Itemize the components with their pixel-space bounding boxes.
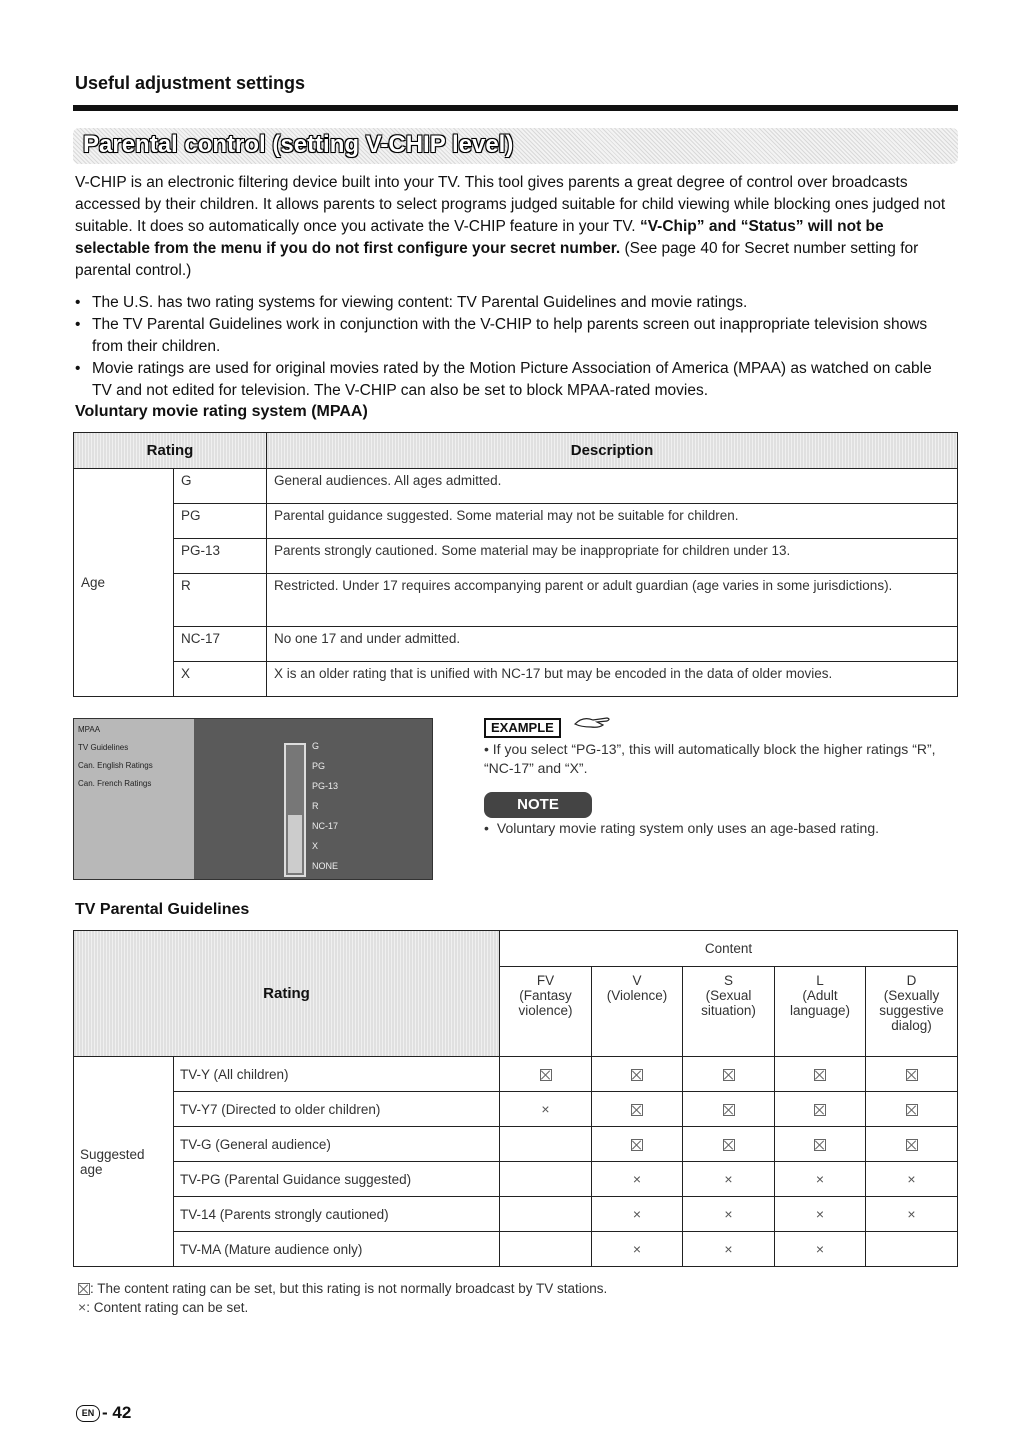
legend-box-line: : The content rating can be set, but this rating is not normally broadcast by TV stations.: [78, 1279, 607, 1298]
screen-menu-item: MPAA: [78, 725, 101, 734]
boxed-x-icon: [540, 1069, 552, 1081]
table-cell: TV-Y7 (Directed to older children): [174, 1092, 500, 1127]
tv-mark-cell: [592, 1057, 683, 1092]
table-cell: No one 17 and under admitted.: [267, 627, 958, 662]
mpaa-group-label: Age: [74, 469, 174, 697]
tv-mark-cell: [866, 1162, 958, 1197]
vchip-screenshot: [73, 718, 433, 880]
tv-mark-cell: [866, 1232, 958, 1267]
table-cell: PG: [174, 504, 267, 539]
table-cell: TV-Y (All children): [174, 1057, 500, 1092]
tv-mark-cell: [866, 1092, 958, 1127]
tv-mark-cell: [683, 1092, 775, 1127]
x-mark-icon: ×: [632, 1241, 642, 1257]
boxed-x-icon: [723, 1069, 735, 1081]
table-cell: X is an older rating that is unified with NC-17 but may be encoded in the data of older movies.: [267, 662, 958, 697]
x-mark-icon: ×: [724, 1171, 733, 1187]
note-text: • Voluntary movie rating system only uses an age-based rating.: [484, 820, 880, 836]
intro-see-page: (See page 40 for Secret number setting for parental control.): [75, 240, 919, 279]
x-mark-icon: ×: [632, 1171, 642, 1187]
table-cell: Parental guidance suggested. Some material may not be suitable for children.: [267, 504, 958, 539]
table-cell: Restricted. Under 17 requires accompanying parent or adult guardian (age varies in some jurisdictions).: [267, 574, 958, 627]
screen-rating-item: X: [312, 841, 319, 851]
tv-mark-cell: [683, 1232, 775, 1267]
screen-rating-item: G: [312, 741, 320, 751]
mpaa-header-rating: Rating: [74, 433, 267, 469]
boxed-x-icon: [814, 1104, 826, 1116]
boxed-x-icon: [906, 1104, 918, 1116]
list-item: • The TV Parental Guidelines work in conjunction with the V-CHIP to help parents screen out inappropriate television shows from their children.: [75, 314, 955, 358]
mpaa-section-title: Voluntary movie rating system (MPAA): [75, 403, 368, 420]
x-mark-icon: ×: [541, 1101, 550, 1117]
screen-menu-item: TV Guidelines: [78, 743, 129, 752]
tv-column-header: S (Sexual situation): [683, 967, 775, 1057]
boxed-x-icon: [906, 1139, 918, 1151]
tv-mark-cell: [592, 1092, 683, 1127]
intro-paragraph: [75, 172, 955, 282]
table-cell: R: [174, 574, 267, 627]
tv-mark-cell: [683, 1127, 775, 1162]
boxed-x-icon: [631, 1104, 643, 1116]
tv-mark-cell: [592, 1232, 683, 1267]
screen-rating-item: R: [312, 801, 319, 811]
screen-level-bar: [284, 743, 306, 877]
tv-mark-cell: [866, 1197, 958, 1232]
table-cell: TV-MA (Mature audience only): [174, 1232, 500, 1267]
tv-mark-cell: [683, 1162, 775, 1197]
tv-mark-cell: [775, 1162, 866, 1197]
boxed-x-icon: [631, 1069, 643, 1081]
example-text: • If you select “PG-13”, this will automatically block the higher ratings “R”, “NC-17” and “X”.: [484, 741, 936, 776]
tv-mark-cell: [500, 1162, 592, 1197]
x-mark-icon: ×: [78, 1299, 87, 1315]
tv-column-header: D (Sexually suggestive dialog): [866, 967, 958, 1057]
tv-header-rating: Rating: [74, 931, 500, 1057]
table-cell: TV-14 (Parents strongly cautioned): [174, 1197, 500, 1232]
x-mark-icon: ×: [632, 1206, 642, 1222]
tv-header-content: Content: [500, 931, 958, 967]
x-mark-icon: ×: [815, 1241, 825, 1257]
tv-mark-cell: [500, 1092, 592, 1127]
note-badge: NOTE: [484, 792, 592, 818]
screen-menu-item: Can. French Ratings: [78, 779, 152, 788]
tv-mark-cell: [500, 1127, 592, 1162]
x-mark-icon: ×: [724, 1241, 733, 1257]
x-mark-icon: ×: [907, 1206, 916, 1222]
boxed-x-icon: [631, 1139, 643, 1151]
table-cell: General audiences. All ages admitted.: [267, 469, 958, 504]
screen-rating-item: NC-17: [312, 821, 339, 831]
pointing-hand-icon: [573, 712, 613, 730]
tv-mark-cell: [775, 1057, 866, 1092]
screen-rating-item: NONE: [312, 861, 339, 871]
list-item: • Movie ratings are used for original movies rated by the Motion Picture Association of America (MPAA) as watched on cable TV and not edited for television. The V-CHIP can also be set to block MPAA-rated movies.: [75, 358, 955, 402]
mpaa-header-description: Description: [267, 433, 958, 469]
tv-mark-cell: [775, 1232, 866, 1267]
tv-column-header: V (Violence): [592, 967, 683, 1057]
x-mark-icon: ×: [815, 1206, 825, 1222]
table-legend: [78, 1279, 607, 1317]
legend-x-line: ×: Content rating can be set.: [78, 1299, 249, 1315]
screen-rating-item: PG: [312, 761, 326, 771]
table-cell: NC-17: [174, 627, 267, 662]
table-cell: G: [174, 469, 267, 504]
tv-group-label: Suggested age: [74, 1057, 174, 1267]
screen-rating-item: PG-13: [312, 781, 339, 791]
table-cell: X: [174, 662, 267, 697]
boxed-x-icon: [814, 1069, 826, 1081]
example-badge: EXAMPLE: [484, 718, 561, 738]
tv-mark-cell: [866, 1127, 958, 1162]
tv-mark-cell: [775, 1092, 866, 1127]
mpaa-table: [73, 432, 958, 697]
tv-mark-cell: [683, 1197, 775, 1232]
boxed-x-icon: [723, 1139, 735, 1151]
x-mark-icon: ×: [907, 1171, 916, 1187]
tv-mark-cell: [775, 1197, 866, 1232]
tv-mark-cell: [592, 1162, 683, 1197]
table-cell: TV-G (General audience): [174, 1127, 500, 1162]
header-divider: [73, 105, 958, 111]
tv-mark-cell: [592, 1197, 683, 1232]
tv-column-header: L (Adult language): [775, 967, 866, 1057]
tv-column-header: FV (Fantasy violence): [500, 967, 592, 1057]
tv-mark-cell: [775, 1127, 866, 1162]
tv-mark-cell: [866, 1057, 958, 1092]
page-footer: [76, 1403, 131, 1423]
tv-mark-cell: [592, 1127, 683, 1162]
list-item: • The U.S. has two rating systems for viewing content: TV Parental Guidelines and movie ratings.: [75, 292, 955, 314]
tv-section-title: TV Parental Guidelines: [75, 901, 250, 918]
tv-guidelines-table: [73, 930, 958, 1267]
tv-mark-cell: [683, 1057, 775, 1092]
table-cell: TV-PG (Parental Guidance suggested): [174, 1162, 500, 1197]
x-mark-icon: ×: [815, 1171, 825, 1187]
boxed-x-icon: [723, 1104, 735, 1116]
boxed-x-icon: [906, 1069, 918, 1081]
page-number: - 42: [102, 1403, 132, 1422]
section-header: Useful adjustment settings: [75, 73, 306, 93]
boxed-x-icon: [78, 1283, 90, 1295]
x-mark-icon: ×: [724, 1206, 733, 1222]
boxed-x-icon: [814, 1139, 826, 1151]
intro-warning: “V-Chip” and “Status” will not be selectable from the menu if you do not first configure your secret number.: [75, 218, 884, 257]
table-cell: PG-13: [174, 539, 267, 574]
title-banner: [73, 128, 958, 164]
tv-mark-cell: [500, 1232, 592, 1267]
page-title: Parental control (setting V-CHIP level): [83, 131, 514, 158]
tv-mark-cell: [500, 1197, 592, 1232]
intro-text: V-CHIP is an electronic filtering device built into your TV. This tool gives parents a great degree of control over broadcasts accessed by their children. It allows parents to select programs judged suitable for child viewing while blocking ones judged not suitable. It does so automatically once you activate the V-CHIP feature in your TV.: [75, 174, 946, 235]
screen-menu-item: Can. English Ratings: [78, 761, 153, 770]
table-cell: Parents strongly cautioned. Some material may be inappropriate for children under 13.: [267, 539, 958, 574]
language-badge: EN: [76, 1405, 100, 1422]
tv-mark-cell: [500, 1057, 592, 1092]
bullet-list: [75, 292, 955, 402]
